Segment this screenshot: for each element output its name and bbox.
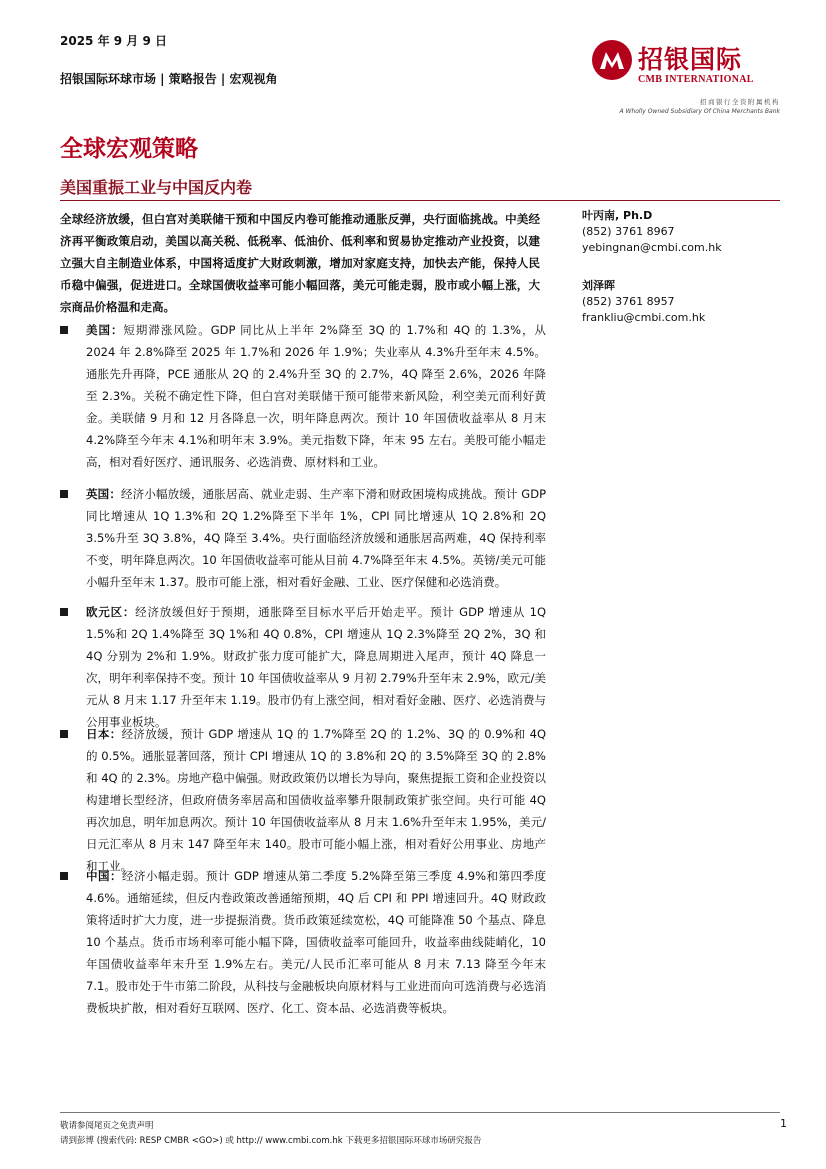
- footer-divider: [60, 1112, 780, 1113]
- page-number: 1: [780, 1117, 787, 1130]
- section-body: 经济小幅放缓，通胀居高、就业走弱、生产率下滑和财政困境构成挑战。预计 GDP 同比增速从 1Q 1.3%和 2Q 1.2%降至下半年 1%，CPI 同比增速从 1Q 2.8%和 2Q 3.5%升至 3Q 3.8%，4Q 降至 3.4%。央行面临经济放缓和通胀居高两难，4Q 保持利率不变，明年降息两次。10 年国债收益率可能从目前 4.7%降至年末 4.5%。英镑/美元可能小幅升至年末 1.37。股市可能上涨，相对看好金融、工业、医疗保健和必选消费。: [86, 487, 547, 589]
- logo-name-cn: 招银国际: [638, 45, 743, 74]
- section-heading: 欧元区：: [86, 605, 136, 619]
- square-bullet-icon: [60, 872, 68, 880]
- company-logo: [590, 38, 780, 120]
- square-bullet-icon: [60, 730, 68, 738]
- section-body: 短期滞涨风险。GDP 同比从上半年 2%降至 3Q 的 1.7%和 4Q 的 1.3%，从 2024 年 2.8%降至 2025 年 1.7%和 2026 年 1.9%；失业率从 4.3%升至年末 4.5%。通胀先升再降，PCE 通胀从 2Q 的 2.4%升至 3Q 的 2.7%，4Q 降至 2.6%，2026 年降至 2.3%。关税不确定性下降，但白宫对美联储干预可能带来新风险，利空美元而利好黄金。美联储 9 月和 12 月各降息一次，明年降息两次。预计 10 年国债收益率从 8 月末 4.2%降至今年末 4.1%和明年末 3.9%。美元指数下降，年末 95 左右。美股可能小幅走高，相对看好医疗、通讯服务、必选消费、原材料和工业。: [86, 323, 546, 469]
- analyst-phone: (852) 3761 8967: [582, 225, 675, 238]
- report-subtitle: 美国重振工业与中国反内卷: [60, 178, 253, 197]
- section-body: 经济放缓但好于预期，通胀降至目标水平后开始走平。预计 GDP 增速从 1Q 1.5%和 2Q 1.4%降至 3Q 1%和 4Q 0.8%，CPI 增速从 1Q 2.3%降至 2Q 2%，3Q 和 4Q 分别为 2%和 1.9%。财政扩张力度可能扩大，降息周期进入尾声，预计 4Q 降息一次，明年利率保持不变。预计 10 年国债收益率从 9 月初 2.79%升至年末 2.9%，欧元/美元从 8 月末 1.17 升至年末 1.19。股市仍有上涨空间，相对看好金融、医疗、必选消费与公用事业板块。: [86, 605, 546, 729]
- section-heading: 中国：: [86, 869, 122, 883]
- logo-tagline-en: A Wholly Owned Subsidiary Of China Merchants Bank: [619, 108, 780, 115]
- report-date: 2025 年 9 月 9 日: [60, 34, 167, 48]
- cmbi-logo-icon: [590, 38, 634, 82]
- analyst-panel: [582, 208, 722, 326]
- report-title: 全球宏观策略: [60, 135, 198, 162]
- square-bullet-icon: [60, 326, 68, 334]
- footer-bloomberg-link[interactable]: 请到彭博 (搜索代码: RESP CMBR <GO>) 或 http:// www.cmbi.com.hk 下载更多招银国际环球市场研究报告: [60, 1136, 482, 1146]
- section-japan: [60, 723, 546, 877]
- section-eurozone: [60, 601, 546, 733]
- section-us: [60, 319, 546, 473]
- footer-disclaimer: 敬请参阅尾页之免责声明: [60, 1121, 154, 1131]
- analyst-email[interactable]: frankliu@cmbi.com.hk: [582, 311, 706, 324]
- header-divider: [60, 200, 780, 201]
- section-body: 经济放缓，预计 GDP 增速从 1Q 的 1.7%降至 2Q 的 1.2%、3Q 的 0.9%和 4Q 的 0.5%。通胀显著回落，预计 CPI 增速从 1Q 的 3.8%和 2Q 的 3.5%降至 3Q 的 2.8%和 4Q 的 2.3%。房地产稳中偏强。财政政策仍以增长为导向，聚焦提振工资和企业投资以构建增长型经济，但政府债务率居高和国债收益率攀升限制政策扩张空间。央行可能 4Q 再次加息，明年加息两次。预计 10 年国债收益率从 8 月末 1.6%升至年末 1.95%，美元/日元汇率从 8 月末 147 降至年末 140。股市可能小幅上涨，相对看好公用事业、房地产和工业。: [86, 727, 546, 873]
- analyst-name: 叶丙南, Ph.D: [582, 209, 653, 222]
- section-uk: [60, 483, 546, 593]
- analyst-email[interactable]: yebingnan@cmbi.com.hk: [582, 241, 722, 254]
- logo-tagline-cn: 招商银行全资附属机构: [700, 98, 780, 106]
- section-heading: 美国：: [86, 323, 124, 337]
- section-china: [60, 865, 546, 1019]
- analyst-phone: (852) 3761 8957: [582, 295, 675, 308]
- square-bullet-icon: [60, 608, 68, 616]
- report-category: 招银国际环球市场 | 策略报告 | 宏观视角: [60, 72, 278, 86]
- summary-paragraph: 全球经济放缓，但白宫对美联储干预和中国反内卷可能推动通胀反弹，央行面临挑战。中美经济再平衡政策启动，美国以高关税、低税率、低油价、低利率和贸易协定推动产业投资，以建立强大自主制造业体系，中国将适度扩大财政刺激，增加对家庭支持，加快去产能，保持人民币稳中偏强，促进进口。全球国债收益率可能小幅回落，美元可能走弱，股市或小幅上涨，大宗商品价格温和走高。: [60, 212, 540, 314]
- analyst-name: 刘泽晖: [582, 279, 615, 292]
- square-bullet-icon: [60, 490, 68, 498]
- section-heading: 英国：: [86, 487, 121, 501]
- logo-name-en: CMB INTERNATIONAL: [638, 74, 754, 85]
- section-heading: 日本：: [86, 727, 122, 741]
- section-body: 经济小幅走弱。预计 GDP 增速从第二季度 5.2%降至第三季度 4.9%和第四季度 4.6%。通缩延续，但反内卷政策改善通缩预期，4Q 后 CPI 和 PPI 增速回升。4Q 财政政策将适时扩大力度，进一步提振消费。货币政策延续宽松，4Q 可能降准 50 个基点、降息 10 个基点。货币市场利率可能小幅下降，国债收益率可能回升，收益率曲线陡峭化，10 年国债收益率年末升至 1.9%左右。美元/人民币汇率可能从 8 月末 7.13 降至今年末 7.1。股市处于牛市第二阶段，从科技与金融板块向原材料与工业进而向可选消费与必选消费板块扩散，相对看好互联网、医疗、化工、资本品、必选消费等板块。: [86, 869, 546, 1015]
